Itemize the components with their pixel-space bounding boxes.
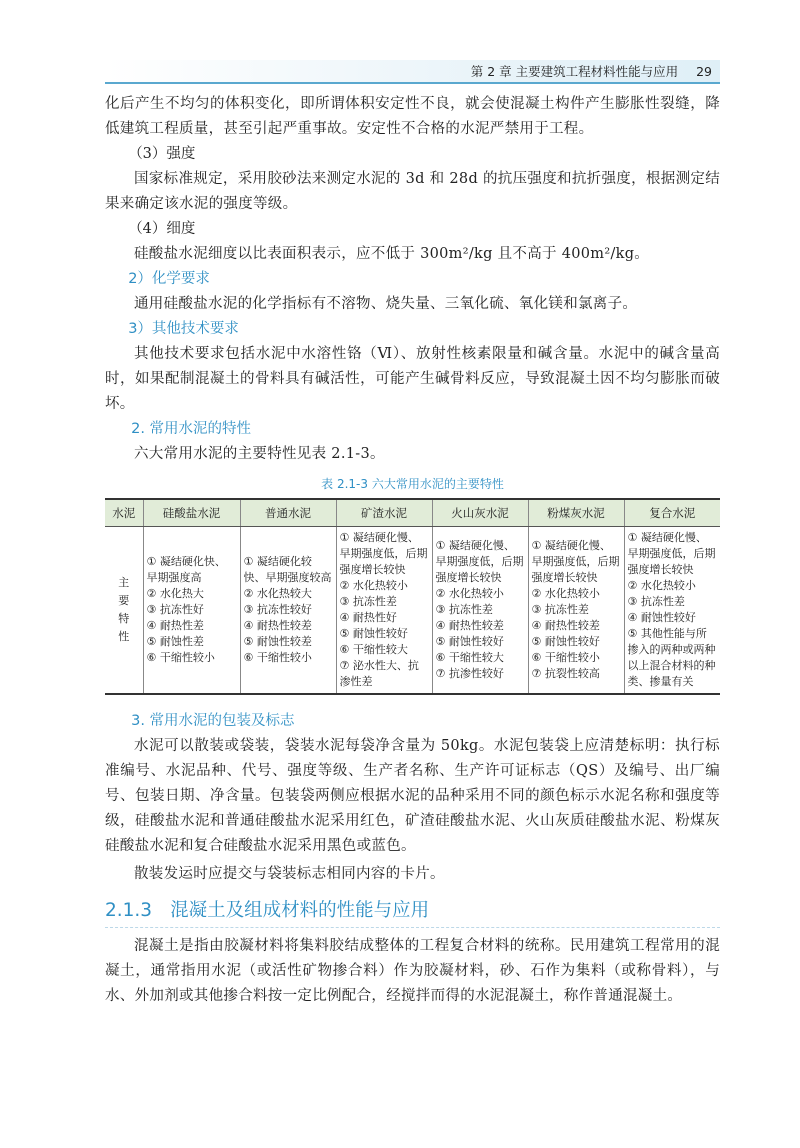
strength-text: 国家标准规定，采用胶砂法来测定水泥的 3d 和 28d 的抗压强度和抗折强度，根据测定结果来确定该水泥的强度等级。 [105,171,720,212]
other-requirements-text: 其他技术要求包括水泥中水溶性铬（Ⅵ）、放射性核素限量和碱含量。水泥中的碱含量高时，如果配制混凝土的骨料具有碱活性，可能产生碱骨料反应，导致混凝土因不均匀膨胀而破坏。 [105,346,720,412]
fineness-heading: （4）细度 [128,221,196,237]
table-header-cell: 矿渣水泥 [336,499,432,527]
table-cell [528,527,624,695]
table-cell-item: ④ 耐热性较差 [435,619,504,632]
table-cell-item: ⑤ 耐蚀性差 [146,635,204,648]
section-2-heading: 2. 常用水泥的特性 [131,421,252,437]
table-cell-item: ① 凝结硬化快、早期强度高 [146,555,226,584]
table-cell [624,527,720,695]
table-cell-item: ② 水化热大 [146,587,204,600]
section-2-text: 六大常用水泥的主要特性见表 2.1-3。 [134,446,385,462]
table-cell-item: ⑥ 干缩性较小 [531,651,600,664]
table-cell [432,527,528,695]
table-cell-item: ④ 耐热性好 [339,611,397,624]
strength-heading: （3）强度 [128,146,196,162]
table-cell-item: ④ 耐蚀性较好 [627,611,696,624]
table-cell-item: ② 水化热较小 [531,587,600,600]
fineness-text: 硅酸盐水泥细度以比表面积表示，应不低于 300m²/kg 且不高于 400m²/kg。 [134,246,650,262]
table-cell-item: ④ 耐热性差 [146,619,204,632]
chemical-heading: 2）化学要求 [128,271,210,287]
table-header-cell: 水泥 [105,499,143,527]
intro-paragraph: 化后产生不均匀的体积变化，即所谓体积安定性不良，就会使混凝土构件产生膨胀性裂缝，降低建筑工程质量，甚至引起严重事故。安定性不合格的水泥严禁用于工程。 [105,96,720,137]
table-cell-item: ⑤ 耐蚀性较差 [243,635,312,648]
table-cell-item: ① 凝结硬化慢、早期强度低，后期强度增长较快 [339,531,428,576]
table-cell-item: ⑥ 干缩性较小 [243,651,312,664]
table-header-cell: 粉煤灰水泥 [528,499,624,527]
other-requirements-heading: 3）其他技术要求 [128,321,239,337]
table-cell [240,527,336,695]
row-label-cell [105,527,143,695]
table-cell-item: ③ 抗冻性差 [627,595,685,608]
table-cell-item: ⑦ 泌水性大、抗渗性差 [339,659,419,688]
table-cell-item: ⑦ 抗渗性较好 [435,667,504,680]
table-cell-item: ① 凝结硬化慢、早期强度低，后期强度增长较快 [627,531,716,576]
section-number: 2.1.3 [105,900,153,921]
header-text [471,62,712,80]
table-header-cell: 复合水泥 [624,499,720,527]
table-cell-item: ② 水化热较小 [435,587,504,600]
section-title: 混凝土及组成材料的性能与应用 [170,900,430,921]
table-cell-item: ⑤ 其他性能与所掺入的两种或两种以上混合材料的种类、掺量有关 [627,627,716,688]
chapter-title: 第 2 章 主要建筑工程材料性能与应用 [470,64,679,79]
table-caption: 表 2.1-3 六大常用水泥的主要特性 [321,477,504,491]
table-cell-item: ④ 耐热性较差 [243,619,312,632]
table-cell-item: ① 凝结硬化慢、早期强度低，后期强度增长较快 [435,539,524,584]
table-cell-item: ② 水化热较小 [627,579,696,592]
page-number: 29 [696,64,712,79]
section-3-heading: 3. 常用水泥的包装及标志 [131,713,295,729]
table-cell-item: ⑤ 耐蚀性较好 [339,627,408,640]
chemical-text: 通用硅酸盐水泥的化学指标有不溶物、烧失量、三氧化硫、氧化镁和氯离子。 [134,296,638,312]
table-header-cell: 硅酸盐水泥 [143,499,240,527]
table-cell-item: ⑥ 干缩性较大 [339,643,408,656]
table-cell-item: ⑥ 干缩性较大 [435,651,504,664]
section-2-1-3-heading [105,897,720,928]
table-header-cell: 普通水泥 [240,499,336,527]
table-cell-item: ③ 抗冻性差 [531,603,589,616]
table-cell-item: ⑤ 耐蚀性较好 [435,635,504,648]
table-cell-item: ③ 抗冻性好 [146,603,204,616]
table-cell-item: ④ 耐热性较差 [531,619,600,632]
table-cell-item: ⑦ 抗裂性较高 [531,667,600,680]
table-header-cell: 火山灰水泥 [432,499,528,527]
table-cell-item: ⑤ 耐蚀性较好 [531,635,600,648]
table-cell [143,527,240,695]
table-cell [336,527,432,695]
row-label: 主要特性 [118,576,130,643]
table-cell-item: ③ 抗冻性较好 [243,603,312,616]
table-cell-item: ① 凝结硬化慢、早期强度低，后期强度增长较快 [531,539,620,584]
section-2-1-3-text: 混凝土是指由胶凝材料将集料胶结成整体的工程复合材料的统称。民用建筑工程常用的混凝土，通常指用水泥（或活性矿物掺合料）作为胶凝材料，砂、石作为集料（或称骨料），与水、外加剂或其他掺合料按一定比例配合，经搅拌而得的水泥混凝土，称作普通混凝土。 [105,938,720,1004]
cement-properties-table [105,498,720,695]
table-cell-item: ② 水化热较小 [339,579,408,592]
section-3-text-2: 散装发运时应提交与袋装标志相同内容的卡片。 [134,866,445,882]
section-3-text: 水泥可以散装或袋装，袋装水泥每袋净含量为 50kg。水泥包装袋上应清楚标明：执行标准编号、水泥品种、代号、强度等级、生产者名称、生产许可证标志（QS）及编号、出厂编号、包装日期、净含量。包装袋两侧应根据水泥的品种采用不同的颜色标示水泥名称和强度等级，硅酸盐水泥和普通硅酸盐水泥采用红色，矿渣硅酸盐水泥、火山灰质硅酸盐水泥、粉煤灰硅酸盐水泥和复合硅酸盐水泥采用黑色或蓝色。 [105,738,720,854]
table-cell-item: ① 凝结硬化较快、早期强度较高 [243,555,332,584]
table-header-row [105,499,720,527]
table-cell-item: ③ 抗冻性差 [435,603,493,616]
page-body [105,92,720,1009]
page-header [105,60,720,84]
table-cell-item: ③ 抗冻性差 [339,595,397,608]
table-row [105,527,720,695]
table-cell-item: ⑥ 干缩性较小 [146,651,215,664]
table-cell-item: ② 水化热较大 [243,587,312,600]
